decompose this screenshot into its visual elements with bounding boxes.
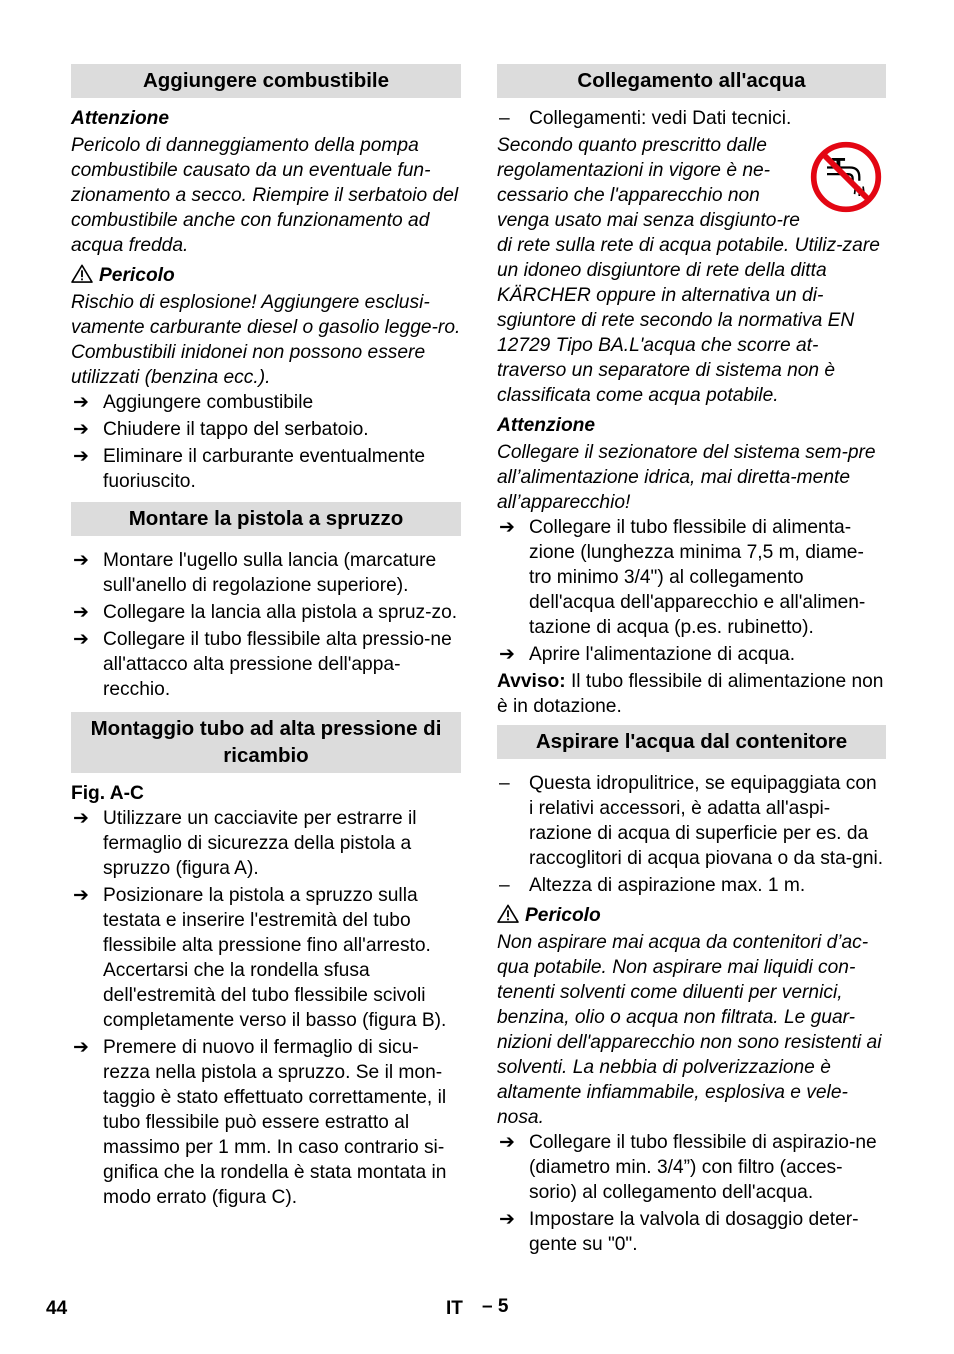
attention-label: Attenzione <box>497 415 596 436</box>
warning-triangle-icon <box>71 264 93 283</box>
list-item: ➔ Aggiungere combustibile <box>73 392 314 413</box>
danger-label: Pericolo <box>99 265 175 286</box>
arrow-icon: ➔ <box>73 419 89 440</box>
arrow-icon: ➔ <box>499 517 515 538</box>
arrow-icon: ➔ <box>73 446 89 467</box>
list-item: ➔ Posizionare la pistola a spruzzo sulla testata e inserire l'estremità del tubo flessibile alta pressione fino all'arresto. Accertarsi che la rondella sfusa dell'estremità del tubo flessibile scivoli completamente verso il basso (figura B). <box>73 885 447 1031</box>
note-paragraph <box>497 669 886 719</box>
list-item: ➔ Montare l'ugello sulla lancia (marcature sull'anello di regolazione superiore). <box>73 550 437 596</box>
section-page: – 5 <box>482 1296 509 1317</box>
dash-marker: – <box>499 875 510 896</box>
drinking-water-regulation-text: Secondo quanto prescritto dalle regolamentazioni in vigore è ne-cessario che l'apparecchio non venga usato mai senza disgiunto-re di rete sulla rete di acqua potabile. Utiliz-zare un idoneo disgiuntore di rete della ditta KÄRCHER oppure in alternativa un di-sgiuntore di rete secondo la normativa EN 12729 Tipo BA.L'acqua che scorre at-traverso un separatore di sistema non è classificata come acqua potabile. <box>497 133 886 408</box>
danger-text: Non aspirare mai acqua da contenitori d’ac-qua potabile. Non aspirare mai liquidi con-tenenti solventi come diluenti per vernici, benzina, olio o acqua non filtrata. Le guar-nizioni dell'apparecchio non sono resistenti ai solventi. La nebbia di polverizzazione è altamente infiammabile, esplosiva e vele-nosa. <box>497 932 882 1128</box>
list-item: ➔ Eliminare il carburante eventualmente fuoriuscito. <box>73 446 426 492</box>
list-item: ➔ Collegare il tubo flessibile di alimenta-zione (lunghezza minima 7,5 m, diame-tro minimo 3/4") al collegamento dell'acqua dell'apparecchio e all'alimen-tazione di acqua (p.es. rubinetto). <box>499 517 866 638</box>
arrow-icon: ➔ <box>499 1132 515 1153</box>
list-item: – Questa idropulitrice, se equipaggiata con i relativi accessori, è adatta all'aspi-razione di acqua di superficie per es. da raccoglitori di acqua piovana o da sta-gni. <box>499 773 884 869</box>
arrow-icon: ➔ <box>499 1209 515 1230</box>
section-heading-water-connection: Collegamento all'acqua <box>497 64 886 98</box>
step-list-water-connection <box>497 515 886 667</box>
attention-label: Attenzione <box>71 108 170 129</box>
arrow-icon: ➔ <box>73 808 89 829</box>
danger-label: Pericolo <box>525 905 601 926</box>
section-heading-suction: Aspirare l'acqua dal contenitore <box>497 725 886 759</box>
list-item: ➔ Collegare il tubo flessibile alta pressio-ne all'attacco alta pressione dell'appa-recchio. <box>73 629 452 700</box>
right-column <box>497 64 886 1259</box>
dash-list-water-connection <box>497 106 886 131</box>
danger-heading <box>71 263 461 288</box>
step-list-hose-replacement <box>71 806 461 1210</box>
step-list-spray-gun <box>71 548 461 702</box>
arrow-icon: ➔ <box>73 885 89 906</box>
arrow-icon: ➔ <box>499 644 515 665</box>
attention-text: Collegare il sezionatore del sistema sem-pre all’alimentazione idrica, mai diretta-mente all’apparecchio! <box>497 442 876 513</box>
figure-reference: Fig. A-C <box>71 783 144 804</box>
list-item: ➔ Impostare la valvola di dosaggio deter-gente su "0". <box>499 1209 859 1255</box>
list-item: ➔ Chiudere il tappo del serbatoio. <box>73 419 369 440</box>
section-heading-add-fuel: Aggiungere combustibile <box>71 64 461 98</box>
list-item: ➔ Collegare la lancia alla pistola a spruz-zo. <box>73 602 458 623</box>
language-code: IT <box>446 1298 463 1319</box>
arrow-icon: ➔ <box>73 550 89 571</box>
danger-heading <box>497 903 886 928</box>
arrow-icon: ➔ <box>73 602 89 623</box>
note-text: Il tubo flessibile di alimentazione non è in dotazione. <box>497 671 884 717</box>
step-list-add-fuel <box>71 390 461 494</box>
section-heading-spray-gun: Montare la pistola a spruzzo <box>71 502 461 536</box>
list-item: ➔ Premere di nuovo il fermaglio di sicu-rezza nella pistola a spruzzo. Se il mon-taggio è stato effettuato correttamente, il tubo flessibile può essere estratto al massimo per 1 mm. In caso contrario si-gnifica che la rondella è stata montata in modo errato (figura C). <box>73 1037 447 1208</box>
dash-list-suction <box>497 771 886 898</box>
no-drinking-water-icon <box>808 139 884 215</box>
left-column <box>71 64 461 1212</box>
section-heading-hose-replacement: Montaggio tubo ad alta pressione di ricambio <box>71 712 461 773</box>
list-item: ➔ Collegare il tubo flessibile di aspirazio-ne (diametro min. 3/4”) con filtro (acces-sorio) al collegamento dell'acqua. <box>499 1132 877 1203</box>
step-list-suction <box>497 1130 886 1257</box>
dash-marker: – <box>499 773 510 794</box>
arrow-icon: ➔ <box>73 392 89 413</box>
dash-marker: – <box>499 108 510 129</box>
list-item: – Collegamenti: vedi Dati tecnici. <box>499 108 792 129</box>
arrow-icon: ➔ <box>73 1037 89 1058</box>
list-item: ➔ Utilizzare un cacciavite per estrarre il fermaglio di sicurezza della pistola a spruzzo (figura A). <box>73 808 417 879</box>
note-label: Avviso: <box>497 671 566 692</box>
warning-triangle-icon <box>497 904 519 923</box>
attention-text: Pericolo di danneggiamento della pompa combustibile causato da un eventuale fun-zionamento a secco. Riempire il serbatoio del combustibile anche con funzionamento ad acqua fredda. <box>71 135 459 256</box>
arrow-icon: ➔ <box>73 629 89 650</box>
page-number: 44 <box>46 1298 68 1319</box>
list-item: ➔ Aprire l'alimentazione di acqua. <box>499 644 796 665</box>
danger-text: Rischio di esplosione! Aggiungere esclusi-vamente carburante diesel o gasolio legge-ro. Combustibili inidonei non possono essere utilizzati (benzina ecc.). <box>71 292 461 388</box>
list-item: – Altezza di aspirazione max. 1 m. <box>499 875 806 896</box>
